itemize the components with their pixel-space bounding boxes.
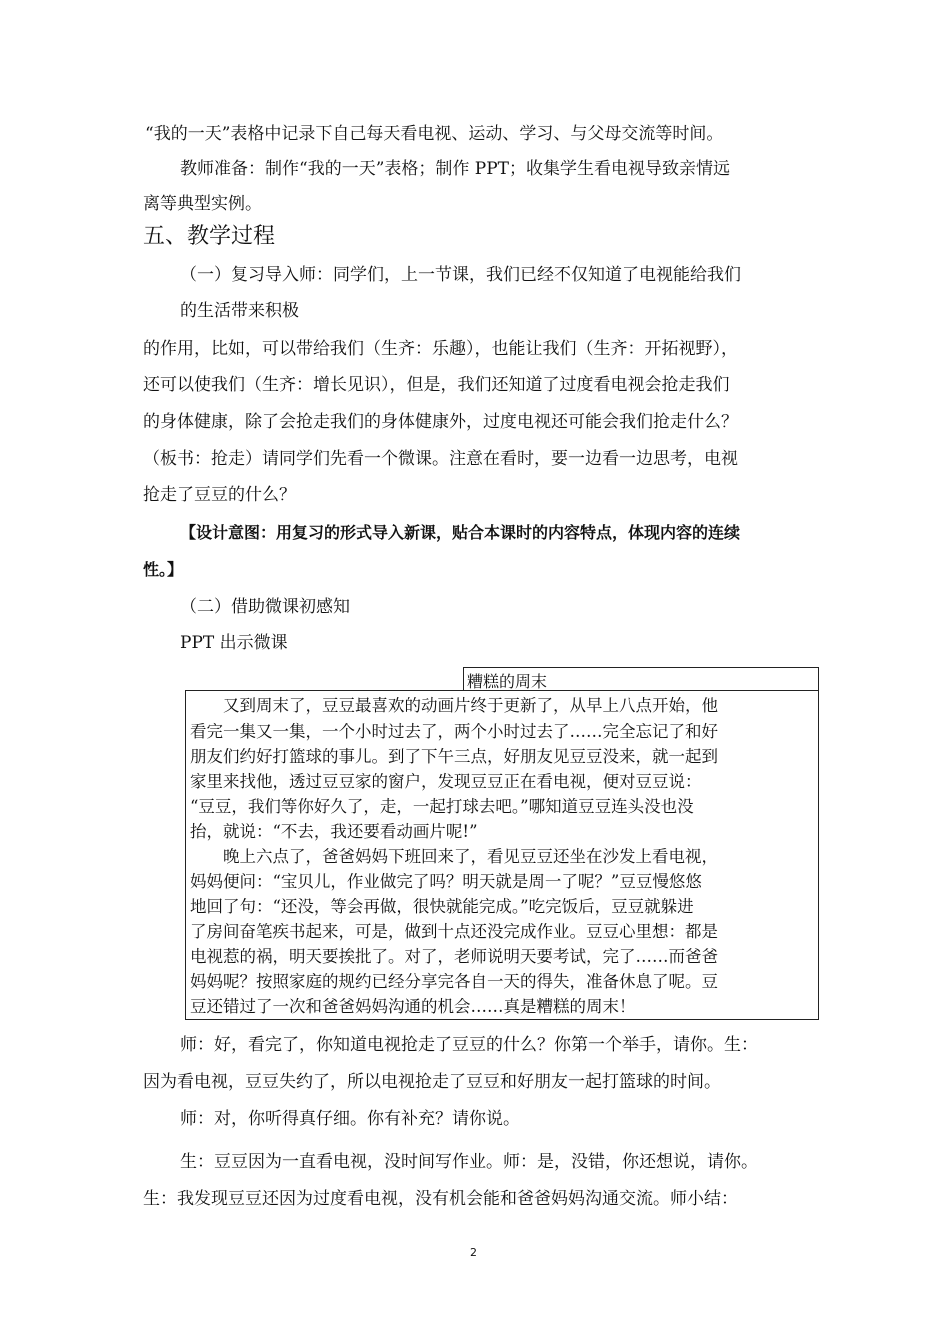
- story-line: 妈妈便问：“宝贝儿，作业做完了吗？明天就是周一了呢？”豆豆慢悠悠: [190, 872, 702, 891]
- story-box: [185, 690, 819, 1020]
- story-title-cell: [463, 667, 819, 691]
- story-line: 地回了句：“还没，等会再做，很快就能完成。”吃完饭后，豆豆就躲进: [190, 897, 694, 916]
- story-line: 又到周末了，豆豆最喜欢的动画片终于更新了，从早上八点开始，他: [223, 696, 718, 715]
- intro-line-3: 离等典型实例。: [143, 194, 262, 214]
- story-line: 晚上六点了，爸爸妈妈下班回来了，看见豆豆还坐在沙发上看电视，: [223, 847, 718, 866]
- story-line: 了房间奋笔疾书起来，可是，做到十点还没完成作业。豆豆心里想：都是: [190, 922, 718, 941]
- discussion-line-4: 生：豆豆因为一直看电视，没时间写作业。师：是，没错，你还想说，请你。: [180, 1152, 758, 1172]
- story-title: 糟糕的周末: [467, 672, 548, 691]
- story-line: 抬，就说：“不去，我还要看动画片呢!”: [190, 822, 478, 841]
- part2-heading: （二）借助微课初感知: [180, 597, 350, 617]
- intro-line-1: “我的一天”表格中记录下自己每天看电视、运动、学习、与父母交流等时间。: [145, 124, 724, 144]
- discussion-line-1: 师：好，看完了，你知道电视抢走了豆豆的什么？你第一个举手，请你。生：: [180, 1035, 758, 1055]
- review-line-3: 的作用，比如，可以带给我们（生齐：乐趣），也能让我们（生齐：开拓视野），: [143, 339, 738, 359]
- story-line: 豆还错过了一次和爸爸妈妈沟通的机会……真是糟糕的周末！: [190, 997, 636, 1016]
- story-line: 看完一集又一集，一个小时过去了，两个小时过去了……完全忘记了和好: [190, 722, 718, 741]
- story-line: 家里来找他，透过豆豆家的窗户，发现豆豆正在看电视，便对豆豆说：: [190, 772, 702, 791]
- section-heading: 五、教学过程: [143, 224, 276, 249]
- story-line: 朋友们约好打篮球的事儿。到了下午三点，好朋友见豆豆没来，就一起到: [190, 747, 718, 766]
- story-line: 妈妈呢？按照家庭的规约已经分享完各自一天的得失，准备休息了呢。豆: [190, 972, 718, 991]
- review-line-5: 的身体健康，除了会抢走我们的身体健康外，过度电视还可能会我们抢走什么？: [143, 412, 738, 432]
- review-line-4: 还可以使我们（生齐：增长见识），但是，我们还知道了过度看电视会抢走我们: [143, 375, 730, 395]
- review-line-7: 抢走了豆豆的什么？: [143, 485, 296, 505]
- story-line: 电视惹的祸，明天要挨批了。对了，老师说明天要考试，完了……而爸爸: [190, 947, 718, 966]
- discussion-line-2: 因为看电视，豆豆失约了，所以电视抢走了豆豆和好朋友一起打篮球的时间。: [143, 1072, 721, 1092]
- discussion-line-5: 生：我发现豆豆还因为过度看电视，没有机会能和爸爸妈妈沟通交流。师小结：: [143, 1189, 738, 1209]
- intro-line-2: 教师准备：制作“我的一天”表格；制作 PPT；收集学生看电视导致亲情远: [180, 159, 731, 179]
- design-intent-line-1: 【设计意图：用复习的形式导入新课，贴合本课时的内容特点，体现内容的连续: [180, 523, 741, 542]
- design-intent-line-2: 性。】: [143, 560, 184, 579]
- discussion-line-3: 师：对，你听得真仔细。你有补充？请你说。: [180, 1109, 520, 1129]
- review-line-1: （一）复习导入师：同学们，上一节课，我们已经不仅知道了电视能给我们: [180, 265, 741, 285]
- story-line: “豆豆，我们等你好久了，走，一起打球去吧。”哪知道豆豆连头没也没: [190, 797, 694, 816]
- ppt-label: PPT 出示微课: [180, 633, 288, 653]
- review-line-6: （板书：抢走）请同学们先看一个微课。注意在看时，要一边看一边思考，电视: [143, 449, 738, 469]
- page-number: 2: [470, 1246, 477, 1259]
- review-line-2: 的生活带来积极: [180, 301, 299, 321]
